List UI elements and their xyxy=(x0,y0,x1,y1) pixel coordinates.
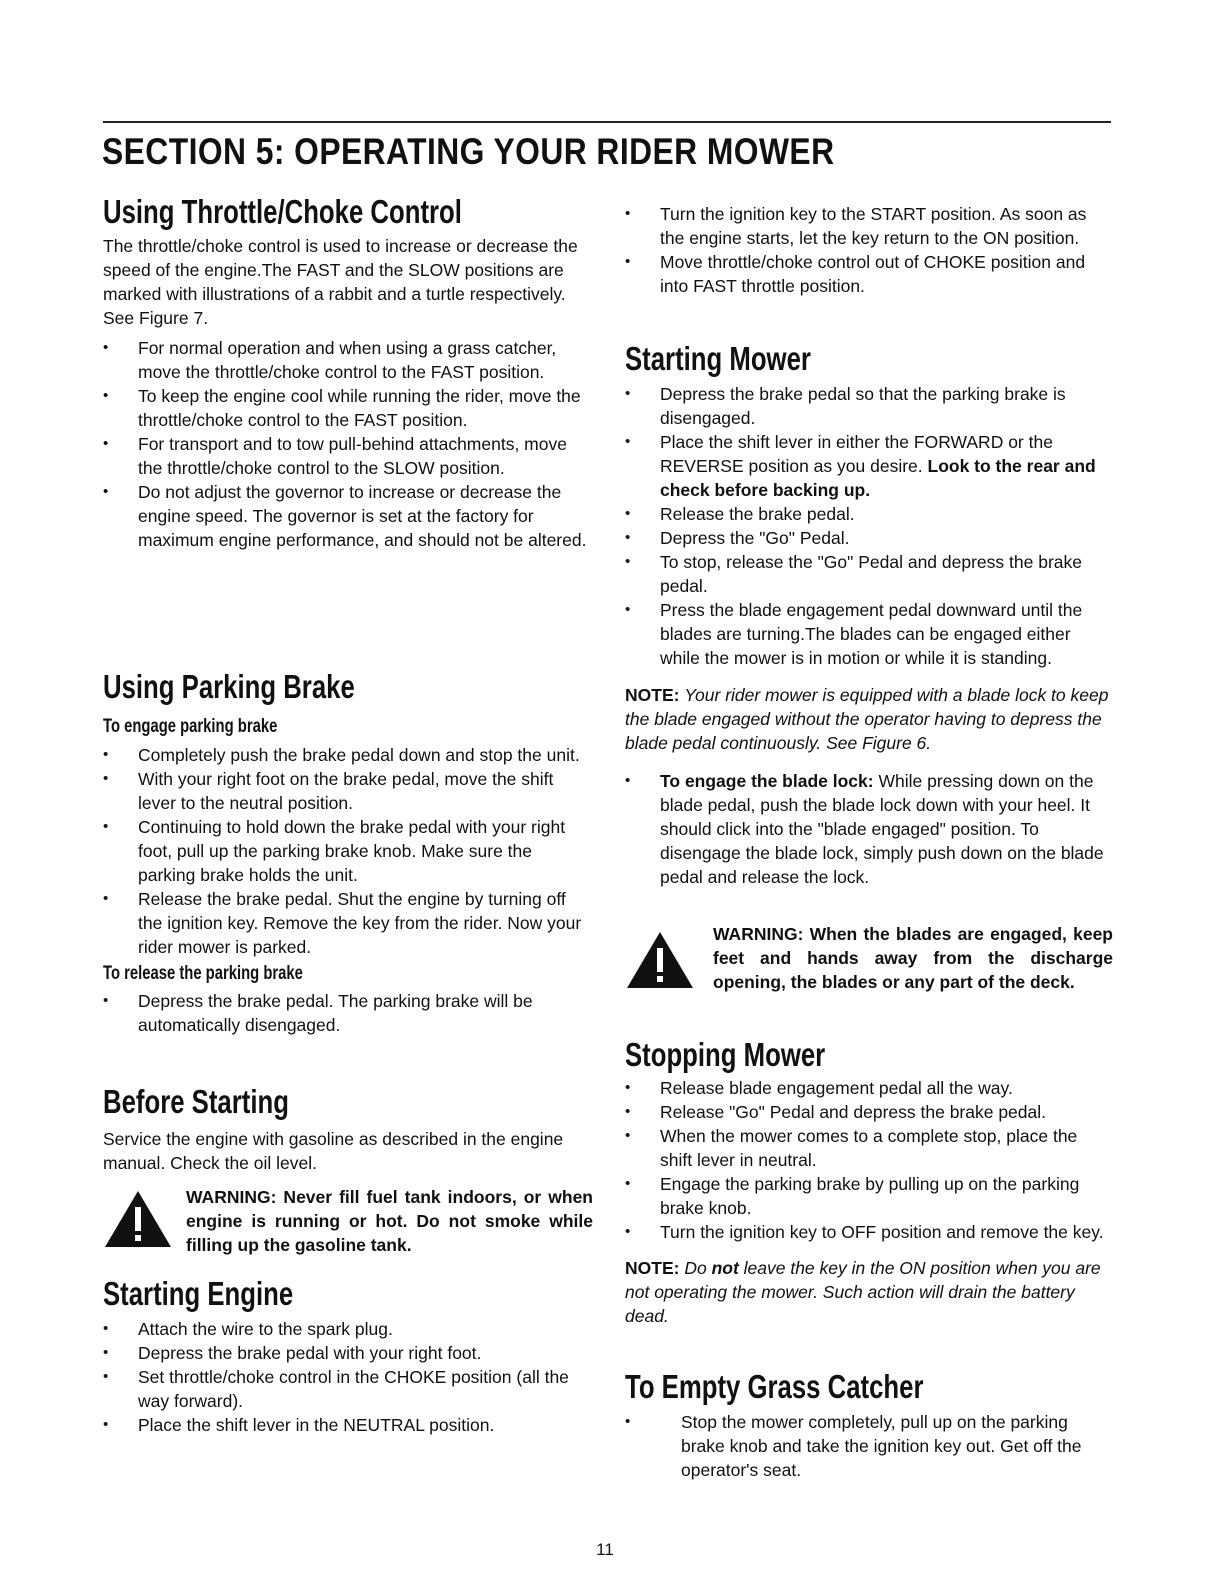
list-item: • Move throttle/choke control out of CHOKE position and into FAST throttle position. xyxy=(625,250,1113,298)
list-item: • For transport and to tow pull-behind attachments, move the throttle/choke control to the SLOW position. xyxy=(103,432,593,480)
fuel-warning xyxy=(103,1185,593,1257)
list-item: • Press the blade engagement pedal downward until the blades are turning.The blades can be engaged either while the mower is in motion or while it is standing. xyxy=(625,598,1113,670)
note-text: Do xyxy=(684,1258,712,1278)
starting-mower-list xyxy=(625,382,1113,670)
empty-catcher-section xyxy=(625,1368,1113,1482)
key-note xyxy=(625,1256,1113,1328)
stopping-heading: Stopping Mower xyxy=(625,1036,826,1073)
before-heading: Before Starting xyxy=(103,1083,289,1120)
list-item: • Turn the ignition key to OFF position and remove the key. xyxy=(625,1220,1113,1244)
list-item: • Completely push the brake pedal down and stop the unit. xyxy=(103,743,593,767)
blade-warning-text: WARNING: When the blades are engaged, keep feet and hands away from the discharge opening, the blades or any part of the deck. xyxy=(713,924,1113,992)
list-item: • When the mower comes to a complete stop, place the shift lever in neutral. xyxy=(625,1124,1113,1172)
parking-heading: Using Parking Brake xyxy=(103,668,355,705)
starting-engine-heading: Starting Engine xyxy=(103,1275,294,1312)
stopping-section xyxy=(625,1036,1113,1328)
list-item: • To stop, release the "Go" Pedal and depress the brake pedal. xyxy=(625,550,1113,598)
list-item xyxy=(625,769,1113,889)
before-section xyxy=(103,1083,593,1175)
starting-engine-section xyxy=(103,1275,593,1437)
starting-engine-list xyxy=(103,1317,593,1437)
note-text: leave the key in the ON position when you are not operating the mower. Such action will drain the battery dead. xyxy=(625,1258,1101,1326)
list-item: • Depress the "Go" Pedal. xyxy=(625,526,1113,550)
list-item: • Depress the brake pedal. The parking brake will be automatically disengaged. xyxy=(103,989,593,1037)
blade-lock-note xyxy=(625,683,1113,755)
throttle-list xyxy=(103,336,593,552)
list-item: • Set throttle/choke control in the CHOKE position (all the way forward). xyxy=(103,1365,593,1413)
before-text: Service the engine with gasoline as described in the engine manual. Check the oil level. xyxy=(103,1129,564,1173)
list-item: • Release the brake pedal. xyxy=(625,502,1113,526)
list-item: • Engage the parking brake by pulling up on the parking brake knob. xyxy=(625,1172,1113,1220)
rear-caution: Look to the rear and check before backing up. xyxy=(660,456,1096,500)
blade-lock-text: While pressing down on the blade pedal, push the blade lock down with your heel. It should click into the "blade engaged" position. To disengage the blade lock, simply push down on the blade pedal and release the lock. xyxy=(660,771,1104,887)
list-item: • To keep the engine cool while running the rider, move the throttle/choke control to the FAST position. xyxy=(103,384,593,432)
page-number: 11 xyxy=(596,1540,614,1559)
warning-triangle-icon xyxy=(103,1189,173,1249)
empty-catcher-heading: To Empty Grass Catcher xyxy=(625,1368,924,1405)
throttle-heading: Using Throttle/Choke Control xyxy=(103,193,462,230)
empty-catcher-list xyxy=(625,1410,1113,1482)
list-item: • Depress the brake pedal with your right foot. xyxy=(103,1341,593,1365)
list-item: • Place the shift lever in the NEUTRAL position. xyxy=(103,1413,593,1437)
release-subheading: To release the parking brake xyxy=(103,963,303,984)
blade-lock-list xyxy=(625,769,1113,889)
list-item: • Depress the brake pedal so that the parking brake is disengaged. xyxy=(625,382,1113,430)
list-item-text: Place the shift lever in either the FORWARD or the REVERSE position as you desire. xyxy=(660,432,1053,476)
note-text: Your rider mower is equipped with a blade lock to keep the blade engaged without the operator having to depress the blade pedal continuously. See Figure 6. xyxy=(625,685,1109,753)
list-item: • For normal operation and when using a grass catcher, move the throttle/choke control to the FAST position. xyxy=(103,336,593,384)
blade-lock-label: To engage the blade lock: xyxy=(660,771,874,791)
list-item: • Continuing to hold down the brake pedal with your right foot, pull up the parking brake knob. Make sure the parking brake holds the unit. xyxy=(103,815,593,887)
warning-triangle-icon xyxy=(625,930,695,990)
list-item: • Release blade engagement pedal all the way. xyxy=(625,1076,1113,1100)
starting-mower-heading: Starting Mower xyxy=(625,340,811,377)
list-item: • Turn the ignition key to the START position. As soon as the engine starts, let the key return to the ON position. xyxy=(625,202,1113,250)
release-list xyxy=(103,989,593,1037)
note-label: NOTE: xyxy=(625,1258,680,1278)
throttle-section xyxy=(103,193,593,552)
blade-warning xyxy=(625,922,1113,994)
starting-engine-continued-list xyxy=(625,202,1113,298)
starting-mower-section xyxy=(625,340,1113,889)
list-item: • With your right foot on the brake pedal, move the shift lever to the neutral position. xyxy=(103,767,593,815)
header-rule xyxy=(103,121,1111,123)
parking-section xyxy=(103,668,593,1037)
note-emphasis: not xyxy=(711,1258,739,1278)
fuel-warning-text: WARNING: Never fill fuel tank indoors, or when engine is running or hot. Do not smoke while filling up the gasoline tank. xyxy=(186,1187,593,1255)
list-item: • Do not adjust the governor to increase or decrease the engine speed. The governor is set at the factory for maximum engine performance, and should not be altered. xyxy=(103,480,593,552)
stopping-list xyxy=(625,1076,1113,1244)
list-item: • Stop the mower completely, pull up on the parking brake knob and take the ignition key out. Get off the operator's seat. xyxy=(625,1410,1113,1482)
list-item: • Release the brake pedal. Shut the engine by turning off the ignition key. Remove the key from the rider. Now your rider mower is parked. xyxy=(103,887,593,959)
note-label: NOTE: xyxy=(625,685,680,705)
list-item xyxy=(625,430,1113,502)
engage-subheading: To engage parking brake xyxy=(103,716,278,737)
engage-list xyxy=(103,743,593,959)
list-item: • Release "Go" Pedal and depress the brake pedal. xyxy=(625,1100,1113,1124)
list-item: • Attach the wire to the spark plug. xyxy=(103,1317,593,1341)
section-title: SECTION 5: OPERATING YOUR RIDER MOWER xyxy=(102,131,835,172)
throttle-intro: The throttle/choke control is used to increase or decrease the speed of the engine.The FAST and the SLOW positions are marked with illustrations of a rabbit and a turtle respectively. See Figure 7. xyxy=(103,236,578,328)
